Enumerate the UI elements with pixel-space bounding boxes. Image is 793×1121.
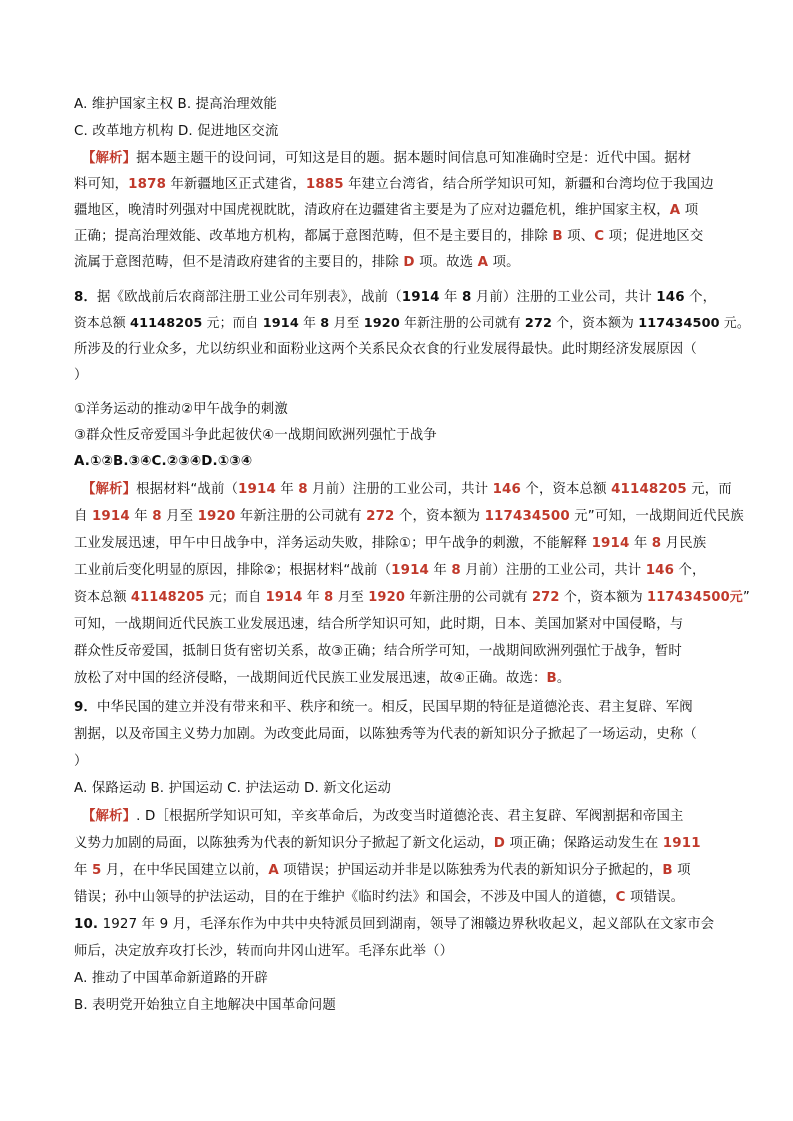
q8-stem-line-3: 所涉及的行业众多，尤以纺织业和面粉业这两个关系民众衣食的行业发展得最快。此时期经济发展原因（ — [74, 342, 697, 357]
question-number: 8． — [74, 290, 98, 305]
q8-analysis-line-1: 【解析】根据材料“战前（1914 年 8 月前）注册的工业公司，共计 146 个，资本总额 41148205 元，而 — [82, 482, 732, 497]
q7-analysis-line-2: 料可知，1878 年新疆地区正式建省，1885 年建立台湾省，结合所学知识可知，新疆和台湾均位于我国边 — [74, 177, 714, 192]
analysis-label: 【解析】 — [82, 151, 137, 166]
q9-analysis-line-1: 【解析】. D［根据所学知识可知，辛亥革命后，为改变当时道德沦丧、君主复辟、军阀割据和帝国主 — [82, 809, 684, 824]
q9-analysis-line-2: 义势力加剧的局面，以陈独秀为代表的新知识分子掀起了新文化运动，D 项正确；保路运动发生在 1911 — [74, 836, 701, 851]
q9-analysis-line-3: 年 5 月，在中华民国建立以前，A 项错误；护国运动并非是以陈独秀为代表的新知识分子掀起的，B 项 — [74, 863, 691, 878]
question-number: 9． — [74, 700, 98, 715]
q8-stem-line-1: 8．据《欧战前后农商部注册工业公司年别表》，战前（1914 年 8 月前）注册的工业公司，共计 146 个， — [74, 290, 717, 305]
q7-analysis-line-5: 流属于意图范畴，但不是清政府建省的主要目的，排除 D 项。故选 A 项。 — [74, 255, 520, 270]
q10-option-b: B. 表明党开始独立自主地解决中国革命问题 — [74, 998, 336, 1013]
q8-analysis-line-5: 资本总额 41148205 元；而自 1914 年 8 月至 1920 年新注册的公司就有 272 个，资本额为 117434500元” — [74, 590, 750, 605]
q8-analysis-line-8: 放松了对中国的经济侵略，一战期间近代民族工业发展迅速，故④正确。故选：B。 — [74, 671, 571, 686]
q8-stem-line-2: 资本总额 41148205 元；而自 1914 年 8 月至 1920 年新注册的公司就有 272 个，资本额为 117434500 元。 — [74, 316, 750, 331]
q8-choices-line-2: ③群众性反帝爱国斗争此起彼伏④一战期间欧洲列强忙于战争 — [74, 428, 437, 443]
question-number: 10. — [74, 917, 99, 932]
q10-stem-line-1: 10. 1927 年 9 月，毛泽东作为中共中央特派员回到湖南，领导了湘赣边界秋收起义，起义部队在文家市会 — [74, 917, 715, 932]
analysis-label: 【解析】 — [82, 809, 137, 824]
q7-options-line-1: A. 维护国家主权 B. 提高治理效能 — [74, 97, 277, 112]
q7-analysis-line-1: 【解析】据本题主题干的设问词，可知这是目的题。据本题时间信息可知准确时空是：近代中国。据材 — [82, 151, 692, 166]
q10-option-a: A. 推动了中国革命新道路的开辟 — [74, 971, 268, 986]
q9-options: A. 保路运动 B. 护国运动 C. 护法运动 D. 新文化运动 — [74, 781, 392, 796]
q7-analysis-line-4: 正确；提高治理效能、改革地方机构，都属于意图范畴，但不是主要目的，排除 B 项、C 项；促进地区交 — [74, 229, 704, 244]
q9-analysis-line-4: 错误；孙中山领导的护法运动，目的在于维护《临时约法》和国会，不涉及中国人的道德，C 项错误。 — [74, 890, 685, 905]
analysis-label: 【解析】 — [82, 482, 137, 497]
q9-stem-line-3: ） — [74, 754, 88, 769]
q10-stem-line-2: 师后，决定放弃攻打长沙，转而向井冈山进军。毛泽东此举（） — [74, 944, 454, 959]
q7-analysis-line-3: 疆地区，晚清时列强对中国虎视眈眈，清政府在边疆建省主要是为了应对边疆危机，维护国家主权，A 项 — [74, 203, 699, 218]
q8-choices-line-1: ①洋务运动的推动②甲午战争的刺激 — [74, 402, 288, 417]
q8-analysis-line-2: 自 1914 年 8 月至 1920 年新注册的公司就有 272 个，资本额为 117434500 元”可知，一战期间近代民族 — [74, 509, 744, 524]
q8-analysis-line-7: 群众性反帝爱国，抵制日货有密切关系，故③正确；结合所学可知，一战期间欧洲列强忙于战争，暂时 — [74, 644, 682, 659]
q9-stem-line-2: 割据，以及帝国主义势力加剧。为改变此局面，以陈独秀等为代表的新知识分子掀起了一场运动，史称（ — [74, 727, 697, 742]
q7-options-line-2: C. 改革地方机构 D. 促进地区交流 — [74, 124, 279, 139]
q9-stem-line-1: 9．中华民国的建立并没有带来和平、秩序和统一。相反，民国早期的特征是道德沦丧、君主复辟、军阀 — [74, 700, 693, 715]
q8-analysis-line-4: 工业前后变化明显的原因，排除②；根据材料“战前（1914 年 8 月前）注册的工业公司，共计 146 个， — [74, 563, 706, 578]
q8-stem-line-4: ） — [74, 368, 88, 383]
q8-analysis-line-6: 可知，一战期间近代民族工业发展迅速，结合所学知识可知，此时期，日本、美国加紧对中国侵略，与 — [74, 617, 684, 632]
q8-options: A.①②B.③④C.②③④D.①③④ — [74, 454, 253, 469]
q8-analysis-line-3: 工业发展迅速，甲午中日战争中，洋务运动失败，排除①；甲午战争的刺激，不能解释 1914 年 8 月民族 — [74, 536, 707, 551]
